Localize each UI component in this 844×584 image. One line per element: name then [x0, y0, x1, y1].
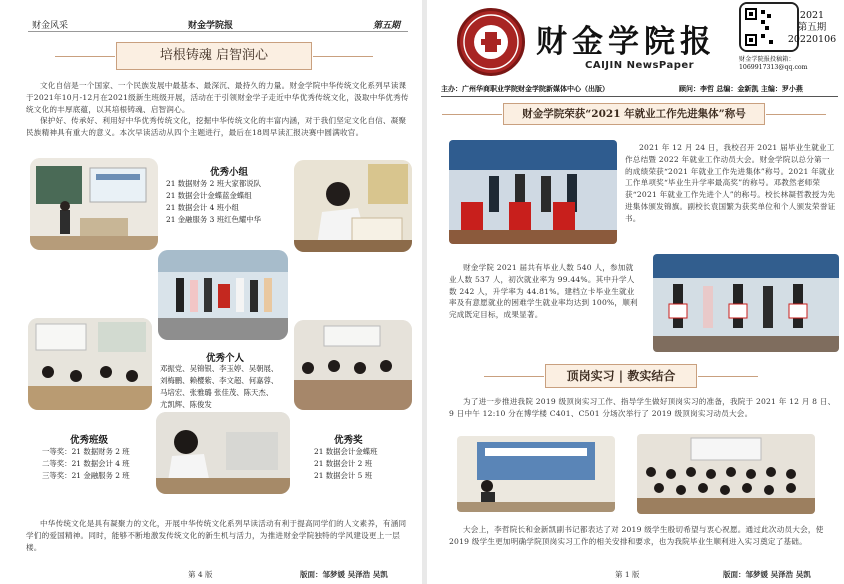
- masthead-title: 财金学院报: [536, 24, 716, 60]
- list-item: 马培宏、张雅璐 张佳茂、陈天杰、: [160, 388, 274, 397]
- students-desk-illustration: [156, 412, 290, 494]
- list-item: 21 数据财务 2 班大家都说队: [166, 179, 262, 188]
- list-item: 21 数据会计 4 班小组: [166, 203, 239, 212]
- list-item: 刘梅鹏、赖樱紫、李文超、何嘉蓉、: [160, 376, 279, 385]
- school-seal-logo: [457, 8, 525, 76]
- photo-group-awards: [158, 250, 288, 340]
- individual-award-heading: 优秀个人: [206, 353, 245, 364]
- class-award-list: [42, 446, 154, 482]
- photo-award-ceremony: [449, 140, 617, 244]
- photo-classroom-students: [28, 318, 152, 410]
- list-item: 21 金融服务 3 班红色耀中华: [166, 215, 262, 224]
- photo-students-desk: [156, 412, 290, 494]
- issue-block: [782, 10, 842, 46]
- masthead-subtitle: CAIJIN NewsPaper: [585, 60, 695, 71]
- section-banner: 培根铸魂 启智润心: [116, 42, 312, 70]
- list-item: 一等奖：21 数据财务 2 班: [42, 447, 130, 456]
- certificate-illustration: [653, 254, 839, 352]
- article2-title: 顶岗实习 | 教实结合: [545, 364, 697, 388]
- photo-certificate-holders: [653, 254, 839, 352]
- right-page-number: 第 1 版: [615, 570, 640, 579]
- issue-code: 20220106: [787, 34, 837, 45]
- photo-auditorium: [637, 434, 815, 514]
- header-paper-name: 财金学院报: [188, 21, 234, 31]
- closing-paragraph: 中华传统文化是具有凝聚力的文化，开展中华传统文化系列早读活动有利于提高同学们的人文素养，有涵同学们的爱国精神。同时，能够不断地激发传统文化的新生机与活力，为推进财金学院独特的学风建设更上一层楼。: [26, 519, 407, 552]
- classroom-students-illustration: [28, 318, 152, 410]
- classroom-wide-illustration: [294, 320, 412, 410]
- header-issue: 第五期: [372, 21, 400, 31]
- class-award-heading: 优秀班级: [70, 435, 109, 446]
- list-item: 三等奖：21 金融服务 2 班: [42, 471, 130, 480]
- list-item: 21 数据会计 2 班: [314, 459, 373, 468]
- intro-paragraph: 文化自信是一个国家、一个民族发展中最基本、最深沉、最持久的力量。财金学院中华传统文化系列早读课于2021年10月-12月在2021级新生班级开展，活动在于引领财金学子走近中华优秀传统文化，汲取中华优秀传统文化的丰厚底蕴，以其培根铸魂、启智润心。: [26, 81, 409, 114]
- issue-year: 2021: [799, 10, 825, 21]
- issue-number: 第五期: [797, 22, 827, 33]
- list-item: 21 数据会计金蝶蓝金蝶组: [166, 191, 252, 200]
- article1-title: 财金学院荣获“2021 年就业工作先进集体”称号: [503, 103, 765, 125]
- left-running-header: [28, 18, 408, 32]
- meta-advisor: 顾问：李哲 总编：金新凯 主编：罗小燕: [679, 84, 803, 93]
- left-page-number: 第 4 版: [188, 570, 213, 579]
- right-page: [427, 0, 844, 584]
- individual-award-list: [160, 363, 296, 411]
- contact-email: 1069917313@qq.com: [739, 64, 808, 71]
- auditorium-illustration: [637, 434, 815, 514]
- photo-classroom-wide: [294, 320, 412, 410]
- article1-paragraph2: 财金学院 2021 届共有毕业人数 540 人，参加就业人数 537 人，初次就业率为 99.44%。其中升学人数 242 人，升学率为 44.81%。建档立卡毕业生就业率及有意愿就业的困难学生就业率均达到 100%，顺利完成既定目标，成果显著。: [449, 263, 638, 320]
- article1-paragraph1: 2021 年 12 月 24 日，我校召开 2021 届毕业生就业工作总结暨 2022 年就业工作动员大会。财金学院以总分第一的成绩荣获“2021 年就业工作先进集体”称号。2021 年就业工作单项奖“毕业生升学率最高奖”的称号。邓教然老师荣获“2021 年就业工作先进个人”的称号。校长林凝哲教授为先进集体颁发锦旗。副校长袁国繁为获奖单位和个人颁发荣誉证书。: [625, 143, 836, 223]
- article2-paragraph2: 大会上，李哲院长和金新凯副书记都表达了对 2019 级学生殷切希望与衷心祝愿。通过此次动员大会，使 2019 级学生更加明确学院顶岗实习工作的相关安排和要求，也为我院毕业生顺利进入实习奠定了基础。: [449, 525, 824, 546]
- list-item: 21 数据会计 5 班: [314, 471, 373, 480]
- group-award-list: [166, 178, 292, 226]
- list-item: 邓振党、吴锦银、李玉婷、吴朝展、: [160, 364, 279, 373]
- list-item: 二等奖：21 数据会计 4 班: [42, 459, 130, 468]
- intro-paragraph-2: 保护好、传承好、利用好中华优秀传统文化，挖掘中华传统文化的丰富内涵，对于我们坚定文化自信、凝聚民族精神具有重大的意义。本次早读活动从四个主题进行，最后在18周早读汇报决赛中圆满收官。: [26, 116, 407, 137]
- award-ceremony-illustration: [449, 140, 617, 244]
- left-page-editors: 版面：邹梦媛 吴泽浩 吴凯: [300, 570, 388, 579]
- merit-award-list: [314, 446, 414, 482]
- right-page-editors: 版面：邹梦媛 吴泽浩 吴凯: [723, 570, 811, 579]
- contact-label: 财金学院报投稿箱：: [739, 56, 795, 63]
- meta-host: 主办：广州华商职业学院财金学院新媒体中心（出版）: [441, 84, 609, 93]
- reading-illustration: [294, 160, 412, 252]
- seal-icon: [460, 11, 522, 73]
- photo-student-reading: [294, 160, 412, 252]
- header-brand: 财金风采: [32, 21, 69, 31]
- group-award-heading: 优秀小组: [210, 167, 249, 178]
- classroom-illustration: [30, 158, 158, 250]
- list-item: 尤凯辉、陈俊发: [160, 400, 212, 409]
- photo-speaker: [457, 436, 615, 512]
- merit-award-heading: 优秀奖: [334, 435, 363, 446]
- list-item: 21 数据会计金蝶班: [314, 447, 378, 456]
- group-photo-illustration: [158, 250, 288, 340]
- masthead-meta: [441, 84, 838, 97]
- contact-block: [739, 56, 839, 72]
- photo-classroom-presentation: [30, 158, 158, 250]
- speaker-illustration: [457, 436, 615, 512]
- article2-paragraph1: 为了进一步推进我院 2019 级顶岗实习工作、指导学生做好顶岗实习的准备，我院于 2021 年 12 月 8 日、9 日中午 12:10 分在博学楼 C401、C501 分场次举行了 2019 级顶岗实习动员大会。: [449, 397, 836, 418]
